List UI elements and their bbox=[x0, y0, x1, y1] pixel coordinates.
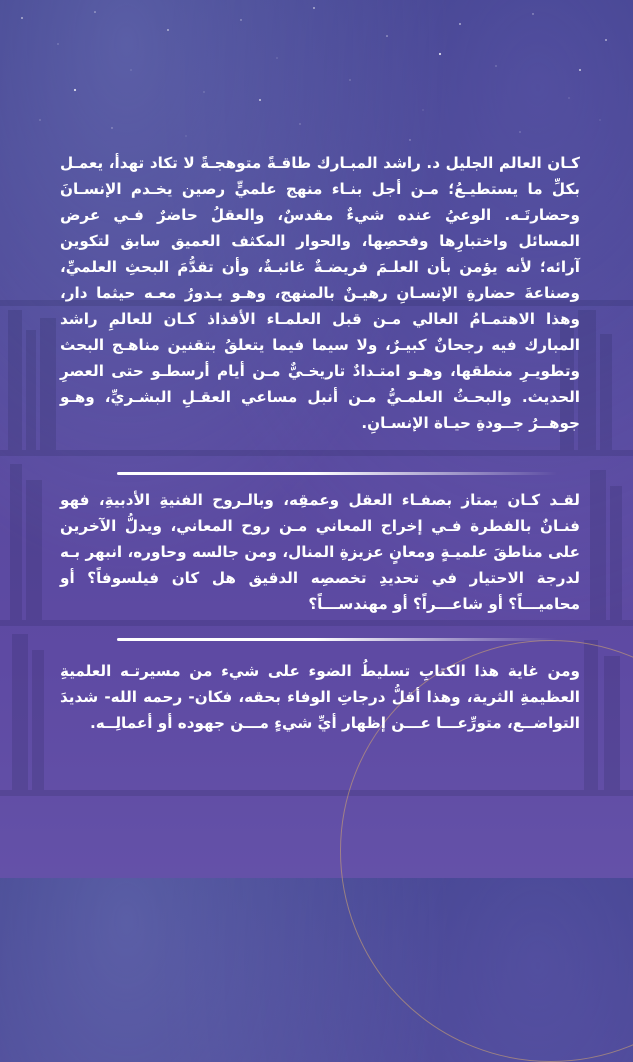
paragraph-qualities: لقـد كـان يمتاز بصفـاء العقل وعمقِه، وبالـروح الفنيةِ الأدبيةِ، فهو فنـانٌ بالفطرة فـي إخراج المعاني مـن روح المعاني، ويدلُّ الآخرين على مناطقَ علميـةٍ ومعانٍ عزيزةِ المنال، ومن جالسه وحاوره، انبهر بـه لدرجة الاحتيار في تحديدِ تخصصِه الدقيق هل كان فيلسوفاً؟ أو محاميـــاً؟ أو شاعـــراً؟ أو مهندســـاً؟ bbox=[60, 491, 580, 613]
section-divider bbox=[117, 638, 557, 641]
section-divider bbox=[117, 472, 557, 475]
paragraph-book-purpose: ومن غاية هذا الكتابِ تسليطُ الضوء على شيء من مسيرتـه العلميةِ العظيمةِ الثرية، وهذا أقلُّ درجاتِ الوفاء بحقه، فكان- رحمه الله- شديدَ التواضــع، متورِّعـــا عـــن إظهار أيِّ شيءٍ مـــن جهوده أو أعمالِــه. bbox=[60, 662, 580, 732]
paragraph-intro: كـان العالم الجليل د. راشد المبـارك طاقـةً متوهجـةً لا تكاد تهدأ، يعمـل بكلِّ ما يستطيـعُ؛ مـن أجل بنـاء منهج علميٍّ رصين يخـدم الإنسـانَ وحضارتَـه. الوعيُ عنده شيءٌ مقدسٌ، والعقلُ حاضرٌ فـي عرض المسائل واختبارِها وفحصِها، والحوار المكثف العميق سابق لتكوين آرائه؛ لأنه يؤمن بأن العلـمَ فريضـةٌ غائبـةٌ، وأن تقدُّمَ البحثِ العلميِّ، وصناعةَ حضارةِ الإنسـانِ رهيـنٌ بالمنهج، وهـو يـدورُ معـه حيثما دار، وهذا الاهتمـامُ العالي مـن قبل العلمـاء الأفذاذ كـان للعالمِ راشد المبارك فيه رجحانٌ كبيـرٌ، ولا سيما فيما يتعلقُ بتقنين مناهـج البحث وتطويـرِ منطقها، وهـو امتـدادٌ تاريخـيٌّ مـن أيام أرسطـو حتى العصرِ الحديث. والبحـثُ العلمـيُّ مـن أنبل مساعي العقـلِ البشـريِّ، وهـو جوهــرُ جــودةِ حيـاة الإنسـانِ. bbox=[60, 154, 580, 432]
